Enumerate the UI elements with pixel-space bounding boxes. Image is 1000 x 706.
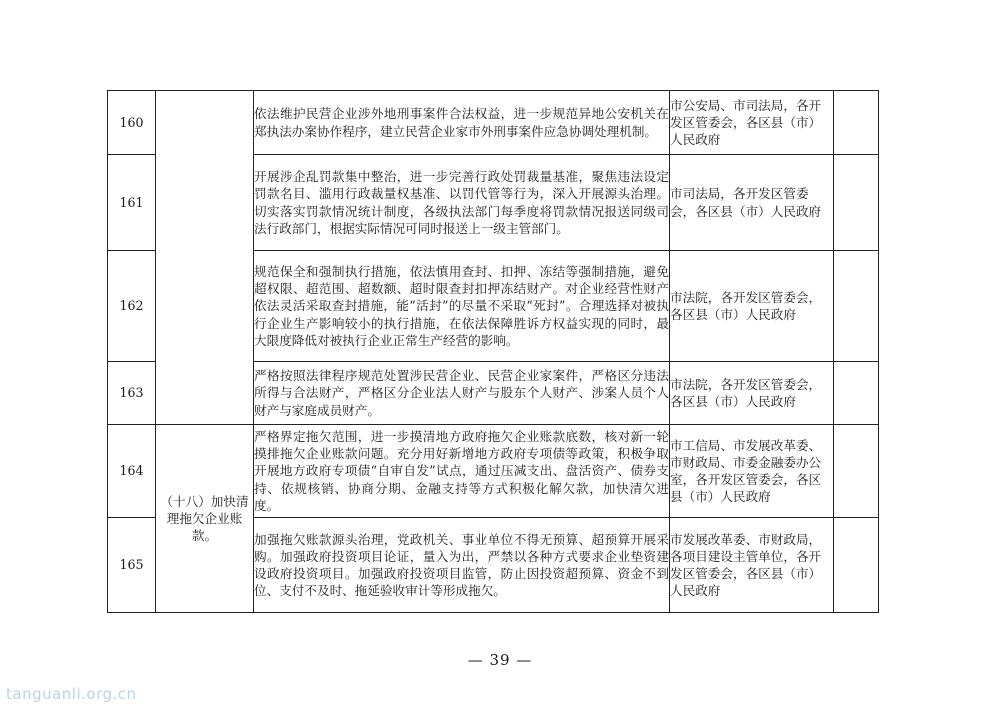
remarks-cell — [834, 155, 879, 251]
watermark: tanguanli.org.cn — [6, 685, 137, 703]
row-number: 164 — [108, 425, 156, 518]
category-cell-empty — [156, 91, 254, 425]
remarks-cell — [834, 91, 879, 155]
responsible-departments: 市法院，各开发区管委会，各区县（市）人民政府 — [670, 251, 834, 362]
page-number: — 39 — — [467, 651, 533, 669]
measure-text: 严格按照法律程序规范处置涉民营企业、民营企业家案件，严格区分违法所得与合法财产，严格区分企业法人财产与股东个人财产、涉案人员个人财产与家庭成员财产。 — [254, 362, 670, 425]
responsible-departments: 市公安局、市司法局，各开发区管委会，各区县（市）人民政府 — [670, 91, 834, 155]
responsible-departments: 市工信局、市发展改革委、市财政局、市委金融委办公室，各开发区管委会，各区县（市）人民政府 — [670, 425, 834, 518]
responsible-departments: 市发展改革委、市财政局，各项目建设主管单位，各开发区管委会，各区县（市）人民政府 — [670, 518, 834, 613]
row-number: 163 — [108, 362, 156, 425]
measure-text: 规范保全和强制执行措施，依法慎用查封、扣押、冻结等强制措施，避免超权限、超范围、超数额、超时限查封扣押冻结财产。对企业经营性财产依法灵活采取查封措施，能“活封”的尽量不采取“死封”。合理选择对被执行企业生产影响较小的执行措施，在依法保障胜诉方权益实现的同时，最大限度降低对被执行企业正常生产经营的影响。 — [254, 251, 670, 362]
responsible-departments: 市法院，各开发区管委会，各区县（市）人民政府 — [670, 362, 834, 425]
measure-text: 严格界定拖欠范围，进一步摸清地方政府拖欠企业账款底数，核对新一轮摸排拖欠企业账款问题。充分用好新增地方政府专项债等政策，积极争取开展地方政府专项债“自审自发”试点，通过压减支出、盘活资产、债券支持、依规核销、协商分期、金融支持等方式积极化解欠款，加快清欠进度。 — [254, 425, 670, 518]
remarks-cell — [834, 518, 879, 613]
category-cell: （十八）加快清理拖欠企业账款。 — [156, 425, 254, 613]
responsible-departments: 市司法局，各开发区管委会，各区县（市）人民政府 — [670, 155, 834, 251]
table-row — [108, 91, 879, 155]
measure-text: 加强拖欠账款源头治理，党政机关、事业单位不得无预算、超预算开展采购。加强政府投资项目论证，量入为出，严禁以各种方式要求企业垫资建设政府投资项目。加强政府投资项目监管，防止因投资超预算、资金不到位、支付不及时、拖延验收审计等形成拖欠。 — [254, 518, 670, 613]
measure-text: 依法维护民营企业涉外地刑事案件合法权益，进一步规范异地公安机关在郑执法办案协作程序，建立民营企业家市外刑事案件应急协调处理机制。 — [254, 91, 670, 155]
remarks-cell — [834, 251, 879, 362]
remarks-cell — [834, 425, 879, 518]
measures-table — [107, 90, 879, 613]
row-number: 162 — [108, 251, 156, 362]
row-number: 165 — [108, 518, 156, 613]
table-row — [108, 425, 879, 518]
row-number: 160 — [108, 91, 156, 155]
measure-text: 开展涉企乱罚款集中整治，进一步完善行政处罚裁量基准，聚焦违法设定罚款名目、滥用行政裁量权基准、以罚代管等行为，深入开展源头治理。切实落实罚款情况统计制度，各级执法部门每季度将罚款情况报送同级司法行政部门，根据实际情况可同时报送上一级主管部门。 — [254, 155, 670, 251]
remarks-cell — [834, 362, 879, 425]
row-number: 161 — [108, 155, 156, 251]
